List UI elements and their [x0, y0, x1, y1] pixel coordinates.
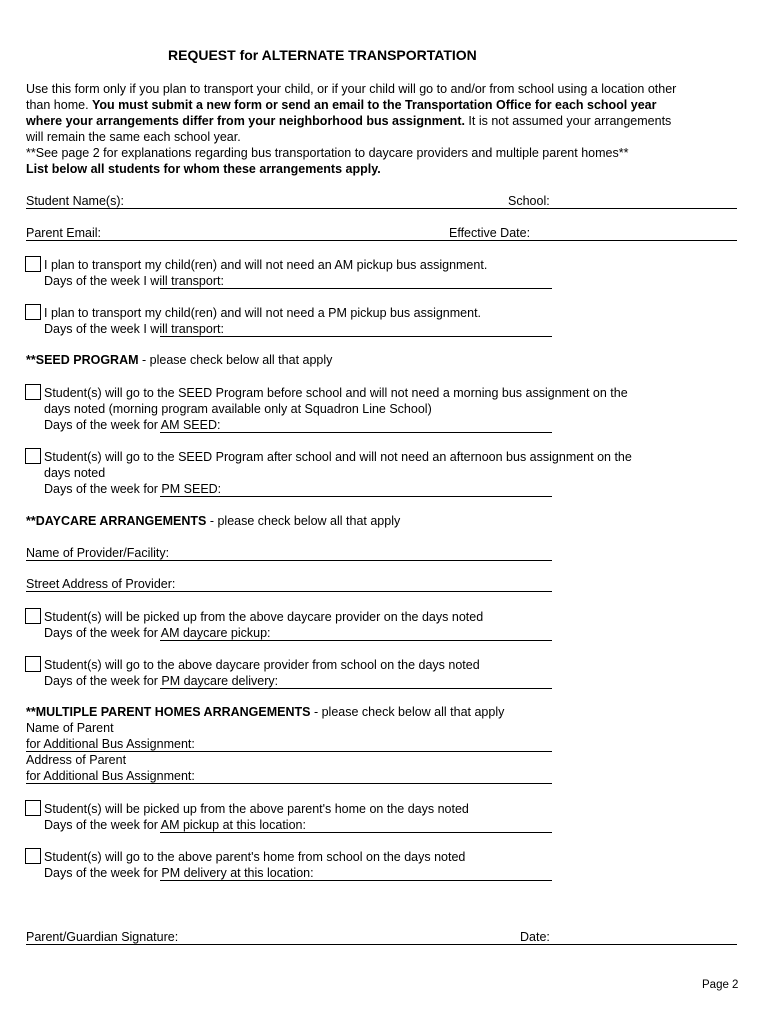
- pm-transport-days-line[interactable]: [160, 336, 552, 337]
- seed-heading-rest: - please check below all that apply: [138, 353, 333, 367]
- pm-parent-days-field-label: PM delivery at this location:: [161, 866, 314, 880]
- am-transport-text: I plan to transport my child(ren) and will not need an AM pickup bus assignment.: [44, 258, 488, 272]
- pm-daycare-checkbox[interactable]: [25, 656, 41, 672]
- daycare-heading-bold: **DAYCARE ARRANGEMENTS: [26, 514, 207, 528]
- am-parent-days-line[interactable]: [160, 832, 552, 833]
- intro-line-2-bold: You must submit a new form or send an email to the Transportation Office for each school year: [92, 98, 657, 112]
- pm-daycare-days-line[interactable]: [160, 688, 552, 689]
- page-number: Page 2: [702, 979, 739, 991]
- pm-seed-days-line[interactable]: [160, 496, 552, 497]
- parent-address-line[interactable]: [26, 783, 552, 784]
- parent-address-label-2: for Additional Bus Assignment:: [26, 769, 195, 783]
- pm-seed-days: [44, 481, 221, 497]
- pm-seed-checkbox[interactable]: [25, 448, 41, 464]
- am-daycare-checkbox[interactable]: [25, 608, 41, 624]
- pm-seed-text-1: Student(s) will go to the SEED Program after school and will not need an afternoon bus assignment on the: [44, 450, 632, 464]
- am-parent-text: Student(s) will be picked up from the above parent's home on the days noted: [44, 802, 469, 816]
- provider-address-label: Street Address of Provider:: [26, 577, 176, 591]
- page-title: REQUEST for ALTERNATE TRANSPORTATION: [168, 47, 477, 63]
- pm-parent-text: Student(s) will go to the above parent's home from school on the days noted: [44, 850, 466, 864]
- am-seed-checkbox[interactable]: [25, 384, 41, 400]
- am-seed-days: [44, 417, 220, 433]
- student-school-field-line[interactable]: [26, 208, 737, 209]
- intro-line-1: Use this form only if you plan to transport your child, or if your child will go to and/or from school using a location other: [26, 82, 677, 96]
- provider-name-line[interactable]: [26, 560, 552, 561]
- email-date-field-line[interactable]: [26, 240, 737, 241]
- pm-seed-days-prefix: Days of the week for: [44, 482, 162, 496]
- pm-daycare-days-field-label: PM daycare delivery:: [161, 674, 279, 688]
- parent-email-label: Parent Email:: [26, 226, 102, 240]
- am-parent-days: [44, 817, 306, 833]
- seed-heading: [26, 352, 332, 368]
- intro-line-3: [26, 113, 671, 129]
- pm-parent-days: [44, 865, 314, 881]
- am-parent-checkbox[interactable]: [25, 800, 41, 816]
- pm-daycare-days-prefix: Days of the week for: [44, 674, 162, 688]
- effective-date-label: Effective Date:: [449, 226, 531, 240]
- pm-daycare-text: Student(s) will go to the above daycare provider from school on the days noted: [44, 658, 480, 672]
- am-daycare-days-line[interactable]: [160, 640, 552, 641]
- am-daycare-text: Student(s) will be picked up from the above daycare provider on the days noted: [44, 610, 484, 624]
- am-transport-checkbox[interactable]: [25, 256, 41, 272]
- am-seed-days-prefix: Days of the week for: [44, 418, 161, 432]
- intro-line-6: List below all students for whom these arrangements apply.: [26, 162, 381, 176]
- am-seed-days-line[interactable]: [160, 432, 552, 433]
- am-daycare-days-field-label: AM daycare pickup:: [160, 626, 271, 640]
- student-names-label: Student Name(s):: [26, 194, 124, 208]
- signature-label: Parent/Guardian Signature:: [26, 930, 179, 944]
- pm-transport-days-label: Days of the week I will transport:: [44, 322, 224, 336]
- pm-daycare-days: [44, 673, 278, 689]
- pm-parent-days-line[interactable]: [160, 880, 552, 881]
- multi-parent-heading-bold: **MULTIPLE PARENT HOMES ARRANGEMENTS: [26, 705, 311, 719]
- pm-parent-days-prefix: Days of the week for: [44, 866, 162, 880]
- pm-transport-text: I plan to transport my child(ren) and will not need a PM pickup bus assignment.: [44, 306, 482, 320]
- am-transport-days-label: Days of the week I will transport:: [44, 274, 224, 288]
- intro-line-5: **See page 2 for explanations regarding bus transportation to daycare providers and multiple parent homes**: [26, 146, 629, 160]
- signature-date-label: Date:: [520, 930, 550, 944]
- daycare-heading: [26, 513, 400, 529]
- am-seed-text-1: Student(s) will go to the SEED Program before school and will not need a morning bus assignment on the: [44, 386, 628, 400]
- am-parent-days-prefix: Days of the week for: [44, 818, 161, 832]
- seed-heading-bold: **SEED PROGRAM: [26, 353, 139, 367]
- multi-parent-heading-rest: - please check below all that apply: [310, 705, 505, 719]
- am-parent-days-field-label: AM pickup at this location:: [160, 818, 306, 832]
- provider-address-line[interactable]: [26, 591, 552, 592]
- am-daycare-days-prefix: Days of the week for: [44, 626, 161, 640]
- intro-line-4: will remain the same each school year.: [26, 130, 241, 144]
- intro-line-3-plain: It is not assumed your arrangements: [464, 114, 672, 128]
- multi-parent-heading: [26, 704, 504, 720]
- signature-line[interactable]: [26, 944, 737, 945]
- pm-transport-checkbox[interactable]: [25, 304, 41, 320]
- am-transport-days-line[interactable]: [160, 288, 552, 289]
- parent-name-label-1: Name of Parent: [26, 721, 114, 735]
- pm-parent-checkbox[interactable]: [25, 848, 41, 864]
- pm-seed-days-field-label: PM SEED:: [161, 482, 222, 496]
- am-seed-text-2: days noted (morning program available only at Squadron Line School): [44, 402, 432, 416]
- pm-seed-text-2: days noted: [44, 466, 106, 480]
- intro-line-2: [26, 97, 656, 113]
- am-daycare-days: [44, 625, 271, 641]
- provider-name-label: Name of Provider/Facility:: [26, 546, 170, 560]
- intro-line-2-plain: than home.: [26, 98, 93, 112]
- intro-line-3-bold: where your arrangements differ from your neighborhood bus assignment.: [26, 114, 465, 128]
- daycare-heading-rest: - please check below all that apply: [206, 514, 401, 528]
- parent-name-label-2: for Additional Bus Assignment:: [26, 737, 195, 751]
- school-label: School:: [508, 194, 550, 208]
- am-seed-days-field-label: AM SEED:: [160, 418, 221, 432]
- parent-address-label-1: Address of Parent: [26, 753, 127, 767]
